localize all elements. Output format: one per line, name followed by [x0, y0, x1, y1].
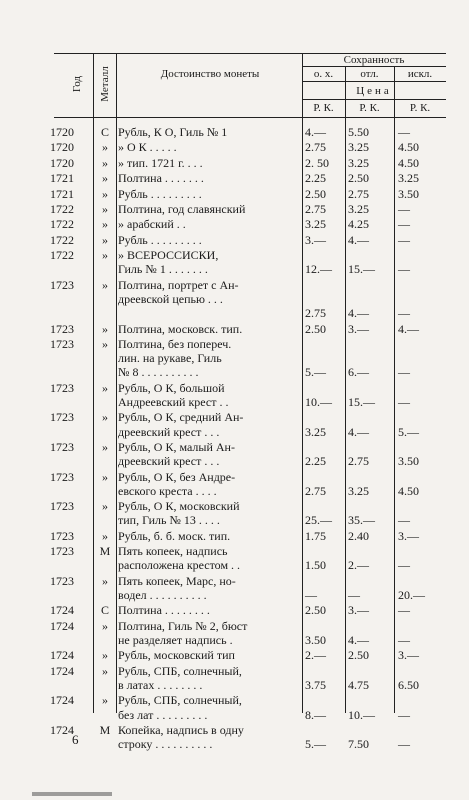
row-metal: »	[102, 469, 108, 484]
row-description	[118, 125, 300, 139]
row-price-3: —	[398, 632, 410, 647]
row-price-3: 3.25	[398, 171, 419, 186]
row-price-2: 3.25	[348, 140, 369, 155]
description-line: Пять копеек, Марс, но-	[118, 573, 236, 588]
description-line: № 8 . . . . . . . . . .	[118, 365, 199, 380]
row-price-2: 2.50	[348, 648, 369, 663]
row-year: 1723	[50, 528, 74, 543]
header-currency-2: Р. К.	[359, 102, 380, 114]
row-metal: »	[102, 618, 108, 633]
row-price-3: 3.50	[398, 186, 419, 201]
row-metal: С	[100, 125, 109, 139]
row-price-3: 3.—	[398, 528, 419, 543]
row-price-3: 6.50	[398, 677, 419, 692]
row-price-3: —	[398, 513, 410, 528]
description-line: Рубль . . . . . . . . .	[118, 232, 202, 247]
description-line: Рубль, О К, большой	[118, 380, 225, 395]
row-year: 1722	[50, 232, 74, 247]
row-price-3: —	[398, 707, 410, 722]
header-description: Достоинство монеты	[160, 68, 260, 80]
description-line: Полтина, московск. тип.	[118, 321, 243, 336]
price2-price3-divider	[394, 66, 395, 713]
row-price-1: 2.50	[305, 186, 326, 201]
row-price-1: 2.—	[305, 648, 326, 663]
header-grade-3: искл.	[407, 68, 433, 80]
row-description	[118, 664, 300, 692]
row-description	[118, 202, 300, 216]
row-description	[118, 410, 300, 438]
description-line: Рубль, московский тип	[118, 648, 235, 663]
row-price-3: —	[398, 558, 410, 573]
description-line: Рубль, О К, средний Ан-	[118, 410, 244, 425]
row-price-2: 3.25	[348, 202, 369, 216]
description-line: » арабский . .	[118, 217, 186, 232]
row-price-3: —	[398, 365, 410, 380]
row-price-2: 3.25	[348, 155, 369, 170]
row-price-2: 10.—	[348, 707, 375, 722]
row-price-1: 2.50	[305, 321, 326, 336]
row-description	[118, 470, 300, 498]
row-description	[118, 337, 300, 380]
description-line: Рубль, б. б. моск. тип.	[118, 528, 231, 543]
row-description	[118, 440, 300, 468]
description-line: дреевский крест . . .	[118, 454, 220, 469]
row-price-2: 2.50	[348, 171, 369, 186]
description-line: расположена крестом . .	[118, 558, 241, 573]
row-price-1: 4.—	[305, 125, 326, 139]
row-price-2: 7.50	[348, 737, 369, 752]
row-price-2: 4.75	[348, 677, 369, 692]
row-metal: »	[102, 186, 108, 201]
row-metal: »	[102, 217, 108, 232]
row-price-1: 8.—	[305, 707, 326, 722]
row-price-1: 2.75	[305, 140, 326, 155]
row-year: 1724	[50, 618, 74, 633]
row-year: 1724	[50, 693, 74, 708]
row-year: 1720	[50, 125, 74, 139]
description-line: Рубль, О К, малый Ан-	[118, 440, 235, 454]
row-price-1: 5.—	[305, 737, 326, 752]
description-line	[118, 306, 300, 320]
row-price-1: 3.75	[305, 677, 326, 692]
row-price-1: 10.—	[305, 394, 332, 409]
header-condition: Сохранность	[343, 54, 405, 66]
row-price-2: 4.—	[348, 232, 369, 247]
row-description	[118, 529, 300, 543]
row-year: 1723	[50, 440, 74, 454]
description-line: лин. на рукаве, Гиль	[118, 351, 222, 366]
row-description	[118, 171, 300, 185]
description-line: Рубль, СПБ, солнечный,	[118, 693, 242, 708]
row-metal: »	[102, 528, 108, 543]
row-description	[118, 544, 300, 572]
row-description	[118, 322, 300, 336]
description-line: тип, Гиль № 13 . . . .	[118, 513, 220, 528]
row-price-3: —	[398, 306, 410, 321]
row-description	[118, 233, 300, 247]
row-metal: »	[102, 573, 108, 588]
description-line: в латах . . . . . . . .	[118, 677, 203, 692]
row-metal: »	[102, 277, 108, 292]
row-price-2: 2.40	[348, 528, 369, 543]
description-line: Полтина, год славянский	[118, 202, 246, 216]
row-year: 1721	[50, 171, 74, 186]
row-description	[118, 187, 300, 201]
row-price-1: —	[305, 587, 317, 602]
row-metal: »	[102, 648, 108, 663]
description-line: Копейка, надпись в одну	[118, 723, 244, 737]
row-price-1: 2.25	[305, 171, 326, 186]
row-metal: »	[102, 155, 108, 170]
row-price-1: 1.50	[305, 558, 326, 573]
row-metal: »	[102, 663, 108, 678]
row-price-3: —	[398, 232, 410, 247]
row-year: 1723	[50, 410, 74, 425]
row-description	[118, 381, 300, 409]
row-year: 1722	[50, 217, 74, 232]
row-price-2: 3.—	[348, 321, 369, 336]
description-line: Полтина . . . . . . .	[118, 171, 204, 186]
row-price-2: 15.—	[348, 394, 375, 409]
description-line: Полтина, портрет с Ан-	[118, 277, 239, 292]
row-price-1: 3.50	[305, 632, 326, 647]
year-metal-divider	[93, 53, 94, 713]
row-metal: »	[102, 380, 108, 395]
row-metal: »	[102, 171, 108, 186]
row-metal: »	[102, 337, 108, 351]
description-line: не разделяет надпись .	[118, 632, 233, 647]
description-line: дреевский крест . . .	[118, 424, 220, 439]
header-grade-2: отл.	[360, 68, 379, 80]
row-metal: »	[102, 140, 108, 155]
row-description	[118, 693, 300, 721]
row-price-1: 12.—	[305, 262, 332, 277]
row-price-2: —	[348, 587, 360, 602]
row-price-3: —	[398, 262, 410, 277]
row-price-2: 15.—	[348, 262, 375, 277]
row-year: 1720	[50, 140, 74, 155]
row-year: 1723	[50, 573, 74, 588]
row-price-3: 4.50	[398, 483, 419, 498]
row-price-3: 4.50	[398, 155, 419, 170]
row-description	[118, 574, 300, 602]
row-year: 1723	[50, 277, 74, 292]
row-description	[118, 619, 300, 647]
header-grade-1: о. х.	[313, 68, 334, 80]
row-price-1: 2.75	[305, 202, 326, 216]
description-line: Рубль . . . . . . . . .	[118, 186, 202, 201]
row-price-1: 3.—	[305, 232, 326, 247]
row-price-1: 5.—	[305, 365, 326, 380]
row-price-3: 4.—	[398, 321, 419, 336]
description-line: Полтина, Гиль № 2, бюст	[118, 618, 248, 633]
row-year: 1721	[50, 186, 74, 201]
row-price-3: —	[398, 737, 410, 752]
row-description	[118, 499, 300, 527]
row-price-3: —	[398, 202, 410, 216]
row-price-2: 2.75	[348, 454, 369, 469]
row-description	[118, 140, 300, 154]
desc-price-divider	[302, 53, 303, 713]
row-description	[118, 248, 300, 276]
description-line: дреевской цепью . . .	[118, 291, 223, 306]
row-metal: »	[102, 321, 108, 336]
description-line: Рубль, К О, Гиль № 1	[118, 125, 228, 139]
row-metal: »	[102, 248, 108, 263]
row-year: 1723	[50, 380, 74, 395]
condition-rule	[302, 66, 446, 67]
row-price-1: 2.50	[305, 603, 326, 618]
header-year: Год	[71, 75, 83, 93]
header-bottom-rule	[54, 117, 446, 118]
row-price-1: 2.75	[305, 306, 326, 321]
row-price-1: 2.25	[305, 454, 326, 469]
scan-artifact	[32, 792, 112, 796]
row-description	[118, 603, 300, 617]
description-line: Полтина . . . . . . . .	[118, 603, 210, 618]
metal-desc-divider	[116, 53, 117, 713]
row-price-3: —	[398, 217, 410, 232]
grade-rule	[302, 81, 446, 82]
description-line: Гиль № 1 . . . . . . .	[118, 262, 208, 277]
header-currency-3: Р. К.	[409, 102, 431, 114]
row-year: 1722	[50, 202, 74, 216]
row-metal: С	[100, 603, 109, 618]
row-metal: »	[102, 693, 108, 708]
row-price-1: 1.75	[305, 528, 326, 543]
description-line: евского креста . . . .	[118, 483, 217, 498]
row-price-2: 2.75	[348, 186, 369, 201]
price-rule	[302, 99, 446, 100]
row-price-2: 3.—	[348, 603, 369, 618]
description-line: » ВСЕРОССИСКИ,	[118, 248, 219, 263]
header-price: Цена	[356, 85, 392, 97]
row-price-3: —	[398, 394, 410, 409]
row-year: 1723	[50, 469, 74, 484]
description-line: Пять копеек, надпись	[118, 544, 228, 559]
row-description	[118, 217, 300, 231]
page-number: 6	[72, 732, 79, 747]
row-metal: »	[102, 202, 108, 216]
row-price-3: 20.—	[398, 587, 425, 602]
description-line: без лат . . . . . . . . .	[118, 707, 208, 722]
row-price-1: 2. 50	[305, 155, 329, 170]
row-price-3: —	[398, 603, 410, 618]
row-price-3: —	[398, 125, 410, 139]
row-price-1: 3.25	[305, 217, 326, 232]
row-price-2: 35.—	[348, 513, 375, 528]
description-line: водел . . . . . . . . . .	[118, 587, 207, 602]
description-line: Полтина, без попереч.	[118, 337, 232, 351]
description-line: Рубль, СПБ, солнечный,	[118, 663, 242, 678]
row-metal: М	[99, 544, 111, 559]
row-metal: »	[102, 410, 108, 425]
row-year: 1724	[50, 723, 74, 737]
header-currency-1: Р. К.	[313, 102, 334, 114]
row-price-3: 4.50	[398, 140, 419, 155]
row-year: 1724	[50, 663, 74, 678]
description-line: строку . . . . . . . . . .	[118, 737, 213, 752]
row-price-1: 25.—	[305, 513, 332, 528]
row-price-2: 4.25	[348, 217, 369, 232]
description-line: » О К . . . . .	[118, 140, 177, 155]
row-price-3: 3.50	[398, 454, 419, 469]
row-price-3: 3.—	[398, 648, 419, 663]
row-price-2: 2.—	[348, 558, 369, 573]
description-line: Рубль, О К, без Андре-	[118, 469, 236, 484]
row-description	[118, 723, 300, 751]
description-line: Андреевский крест . .	[118, 394, 229, 409]
row-description	[118, 156, 300, 170]
row-year: 1720	[50, 155, 74, 170]
row-year: 1723	[50, 337, 74, 351]
row-price-2: 4.—	[348, 306, 369, 321]
row-price-1: 3.25	[305, 424, 326, 439]
row-price-2: 4.—	[348, 424, 369, 439]
row-price-1: 2.75	[305, 483, 326, 498]
row-price-2: 6.—	[348, 365, 369, 380]
row-description	[118, 648, 300, 662]
row-year: 1723	[50, 544, 74, 559]
description-line: Рубль, О К, московский	[118, 499, 240, 514]
row-description	[118, 278, 300, 321]
row-price-2: 5.50	[348, 125, 369, 139]
row-price-2: 3.25	[348, 483, 369, 498]
row-metal: »	[102, 232, 108, 247]
row-metal: »	[102, 499, 108, 514]
row-price-3: 5.—	[398, 424, 419, 439]
row-year: 1723	[50, 321, 74, 336]
description-line: » тип. 1721 г. . . .	[118, 155, 203, 170]
row-year: 1724	[50, 603, 74, 618]
row-price-2: 4.—	[348, 632, 369, 647]
row-metal: »	[102, 440, 108, 454]
row-year: 1723	[50, 499, 74, 514]
header-metal: Металл	[99, 66, 111, 102]
row-year: 1724	[50, 648, 74, 663]
row-metal: М	[99, 723, 111, 737]
row-year: 1722	[50, 248, 74, 263]
